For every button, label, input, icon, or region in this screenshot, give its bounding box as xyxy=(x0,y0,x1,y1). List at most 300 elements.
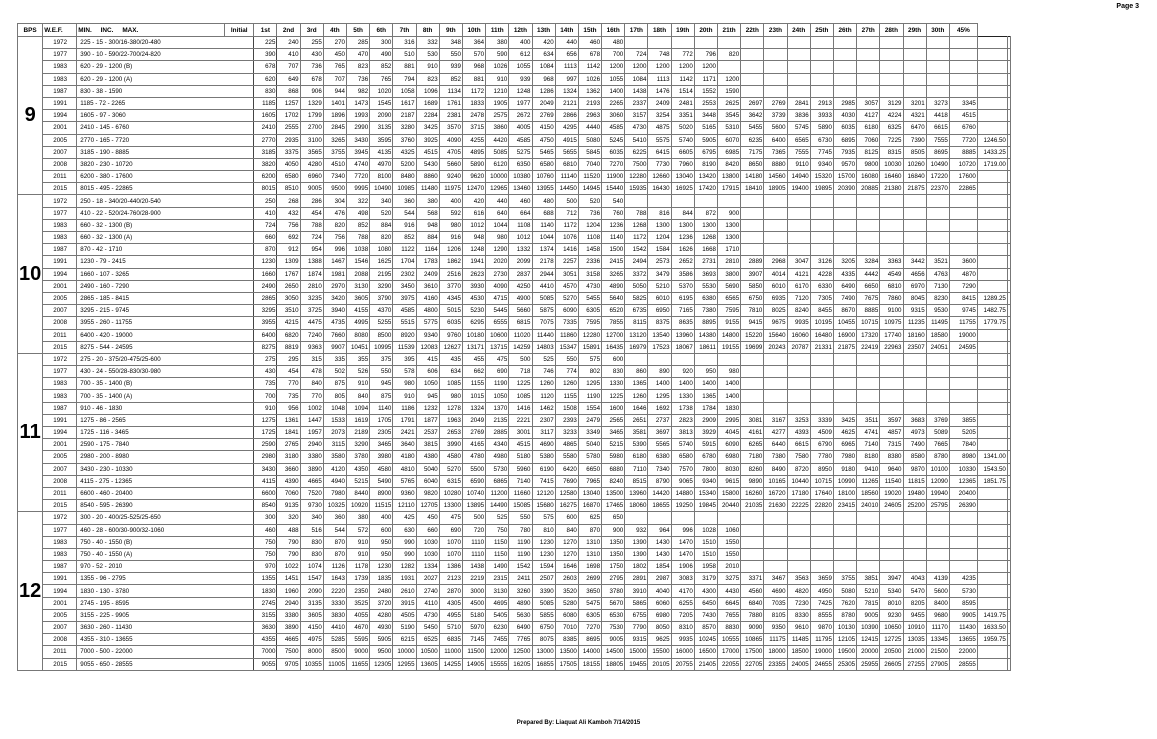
stage-pay: 2623 xyxy=(462,268,485,280)
wef-year: 2015 xyxy=(43,500,77,512)
table-row xyxy=(18,573,1011,585)
stage-pay: 20390 xyxy=(833,183,856,195)
stage-pay: 1401 xyxy=(323,97,346,109)
scale-range: 3185 - 190 - 8885 xyxy=(77,146,254,158)
wef-year: 1972 xyxy=(43,353,77,365)
stage-pay: 3448 xyxy=(694,110,717,122)
stage-pay: 510 xyxy=(393,49,416,61)
stage-pay xyxy=(1007,146,1010,158)
stage-pay: 3813 xyxy=(671,427,694,439)
stage-pay: 7555 xyxy=(926,134,949,146)
percent-45 xyxy=(977,280,1007,292)
stage-pay: 7175 xyxy=(741,146,764,158)
stage-pay: 380 xyxy=(416,195,439,207)
stage-pay: 5515 xyxy=(393,317,416,329)
stage-pay: 2350 xyxy=(347,585,370,597)
stage-pay: 1400 xyxy=(648,378,671,390)
stage-pay xyxy=(1007,390,1010,402)
wef-year: 2007 xyxy=(43,146,77,158)
bps-grade: 12 xyxy=(18,512,43,670)
stage-pay: 5470 xyxy=(903,585,926,597)
stage-pay xyxy=(903,561,926,573)
stage-pay: 996 xyxy=(671,524,694,536)
stage-pay xyxy=(810,244,833,256)
stage-pay: 9800 xyxy=(857,158,880,170)
stage-pay xyxy=(625,512,648,524)
stage-pay: 7675 xyxy=(857,292,880,304)
stage-pay: 2565 xyxy=(602,414,625,426)
percent-45: 1341.00 xyxy=(977,451,1007,463)
stage-pay: 14880 xyxy=(671,487,694,499)
stage-pay xyxy=(903,73,926,85)
stage-pay: 7315 xyxy=(880,439,903,451)
stage-pay xyxy=(833,353,856,365)
stage-pay: 990 xyxy=(393,536,416,548)
stage-pay: 24655 xyxy=(810,658,833,670)
stage-pay: 884 xyxy=(416,232,439,244)
stage-pay: 2913 xyxy=(810,97,833,109)
stage-pay: 4055 xyxy=(347,609,370,621)
stage-pay: 12000 xyxy=(486,646,509,658)
stage-pay: 910 xyxy=(347,378,370,390)
initial-pay: 300 xyxy=(254,512,277,524)
stage-pay: 7620 xyxy=(833,597,856,609)
stage-pay: 400 xyxy=(439,195,462,207)
scale-range: 8015 - 495 - 22865 xyxy=(77,183,254,195)
stage-pay: 4763 xyxy=(926,268,949,280)
stage-pay xyxy=(903,536,926,548)
stage-pay: 22820 xyxy=(810,500,833,512)
stage-pay: 8330 xyxy=(787,609,810,621)
stage-pay: 690 xyxy=(486,366,509,378)
table-row xyxy=(18,646,1011,658)
scale-range: 390 - 10 - 590/22-700/24-820 xyxy=(77,49,254,61)
stage-pay xyxy=(833,219,856,231)
stage-pay xyxy=(764,37,787,49)
stage-pay: 5230 xyxy=(462,305,485,317)
col-header-stage: 9th xyxy=(439,24,462,37)
wef-year: 2005 xyxy=(43,134,77,146)
stage-pay: 3050 xyxy=(277,292,300,304)
stage-pay: 3179 xyxy=(694,573,717,585)
wef-year: 1983 xyxy=(43,219,77,231)
stage-pay: 13000 xyxy=(532,646,555,658)
stage-pay: 6255 xyxy=(671,597,694,609)
percent-45 xyxy=(977,122,1007,134)
stage-pay: 10990 xyxy=(833,475,856,487)
scale-range: 4355 - 310 - 13655 xyxy=(77,634,254,646)
stage-pay xyxy=(903,207,926,219)
table-row xyxy=(18,122,1011,134)
stage-pay: 7010 xyxy=(555,622,578,634)
stage-pay xyxy=(1007,414,1010,426)
stage-pay: 17640 xyxy=(810,487,833,499)
stage-pay: 3565 xyxy=(300,146,323,158)
stage-pay: 2027 xyxy=(416,573,439,585)
stage-pay: 1026 xyxy=(578,73,601,85)
stage-pay xyxy=(857,219,880,231)
stage-pay: 3273 xyxy=(926,97,949,109)
percent-45 xyxy=(977,512,1007,524)
stage-pay: 6865 xyxy=(486,475,509,487)
wef-year: 2015 xyxy=(43,341,77,353)
stage-pay: 692 xyxy=(277,232,300,244)
stage-pay: 3280 xyxy=(393,122,416,134)
wef-year: 1987 xyxy=(43,85,77,97)
stage-pay: 9363 xyxy=(300,341,323,353)
stage-pay xyxy=(741,378,764,390)
stage-pay: 570 xyxy=(462,49,485,61)
stage-pay xyxy=(694,512,717,524)
stage-pay: 4625 xyxy=(833,427,856,439)
stage-pay: 5245 xyxy=(602,134,625,146)
stage-pay: 380 xyxy=(347,512,370,524)
stage-pay: 4955 xyxy=(439,609,462,621)
stage-pay: 3815 xyxy=(416,439,439,451)
stage-pay: 6615 xyxy=(787,439,810,451)
percent-45 xyxy=(977,256,1007,268)
stage-pay xyxy=(926,353,949,365)
stage-pay: 12700 xyxy=(602,329,625,341)
wef-year: 2008 xyxy=(43,475,77,487)
stage-pay: 1750 xyxy=(602,561,625,573)
stage-pay: 4915 xyxy=(555,134,578,146)
stage-pay: 10715 xyxy=(857,317,880,329)
stage-pay: 550 xyxy=(509,512,532,524)
stage-pay: 1702 xyxy=(277,110,300,122)
stage-pay: 20787 xyxy=(787,341,810,353)
stage-pay: 1172 xyxy=(555,219,578,231)
stage-pay: 4515 xyxy=(949,110,977,122)
stage-pay: 736 xyxy=(347,73,370,85)
stage-pay: 578 xyxy=(393,366,416,378)
stage-pay xyxy=(648,512,671,524)
stage-pay: 4875 xyxy=(648,122,671,134)
stage-pay: 21380 xyxy=(880,183,903,195)
stage-pay: 475 xyxy=(486,353,509,365)
scale-range: 6600 - 460 - 20400 xyxy=(77,487,254,499)
stage-pay: 2073 xyxy=(323,427,346,439)
stage-pay: 16080 xyxy=(857,171,880,183)
stage-pay: 1058 xyxy=(393,85,416,97)
stage-pay: 10720 xyxy=(949,158,977,170)
stage-pay: 1030 xyxy=(416,536,439,548)
stage-pay: 1230 xyxy=(370,561,393,573)
stage-pay: 13040 xyxy=(671,171,694,183)
col-header-stage: 15th xyxy=(578,24,601,37)
stage-pay: 22000 xyxy=(949,646,977,658)
stage-pay: 15640 xyxy=(764,329,787,341)
stage-pay: 2049 xyxy=(532,97,555,109)
stage-pay xyxy=(949,219,977,231)
stage-pay xyxy=(833,536,856,548)
stage-pay: 14420 xyxy=(648,487,671,499)
stage-pay: 884 xyxy=(370,219,393,231)
stage-pay: 756 xyxy=(323,232,346,244)
percent-45 xyxy=(977,487,1007,499)
stage-pay xyxy=(764,85,787,97)
col-header-min: MIN. xyxy=(78,26,92,34)
stage-pay: 2909 xyxy=(694,414,717,426)
stage-pay: 6010 xyxy=(764,280,787,292)
stage-pay: 450 xyxy=(416,512,439,524)
stage-pay: 10245 xyxy=(694,634,717,646)
bps-grade: 10 xyxy=(18,195,43,353)
stage-pay: 6750 xyxy=(532,622,555,634)
wef-year: 1994 xyxy=(43,427,77,439)
stage-pay: 20885 xyxy=(857,183,880,195)
scale-range: 660 - 32 - 1300 (A) xyxy=(77,232,254,244)
stage-pay xyxy=(810,561,833,573)
stage-pay: 10030 xyxy=(880,158,903,170)
table-row xyxy=(18,171,1011,183)
stage-pay: 500 xyxy=(509,353,532,365)
col-header-stage: 24th xyxy=(787,24,810,37)
stage-pay: 13960 xyxy=(625,487,648,499)
stage-pay xyxy=(1007,122,1010,134)
stage-pay: 1200 xyxy=(602,61,625,73)
stage-pay xyxy=(857,244,880,256)
stage-pay: 13605 xyxy=(416,658,439,670)
stage-pay xyxy=(1007,195,1010,207)
stage-pay: 525 xyxy=(486,512,509,524)
stage-pay: 4180 xyxy=(393,451,416,463)
stage-pay: 7595 xyxy=(578,317,601,329)
stage-pay xyxy=(1007,85,1010,97)
stage-pay: 1309 xyxy=(277,256,300,268)
stage-pay xyxy=(1007,634,1010,646)
stage-pay: 10380 xyxy=(509,171,532,183)
table-row xyxy=(18,73,1011,85)
bps-grade: 11 xyxy=(18,353,43,511)
stage-pay: 2866 xyxy=(555,110,578,122)
stage-pay: 410 xyxy=(277,49,300,61)
stage-pay: 3851 xyxy=(857,573,880,585)
stage-pay: 16435 xyxy=(602,341,625,353)
stage-pay: 6035 xyxy=(602,146,625,158)
stage-pay xyxy=(880,402,903,414)
stage-pay: 10600 xyxy=(486,329,509,341)
stage-pay: 3940 xyxy=(323,305,346,317)
stage-pay: 3780 xyxy=(347,451,370,463)
percent-45: 1246.50 xyxy=(977,134,1007,146)
stage-pay: 8515 xyxy=(625,475,648,487)
initial-pay: 724 xyxy=(254,219,277,231)
stage-pay: 5630 xyxy=(509,609,532,621)
stage-pay: 678 xyxy=(300,73,323,85)
stage-pay: 3330 xyxy=(323,597,346,609)
stage-pay: 3465 xyxy=(602,427,625,439)
stage-pay: 1462 xyxy=(532,402,555,414)
stage-pay: 20243 xyxy=(764,341,787,353)
stage-pay: 678 xyxy=(578,49,601,61)
stage-pay: 10451 xyxy=(347,341,370,353)
stage-pay: 4120 xyxy=(323,463,346,475)
stage-pay: 3925 xyxy=(416,134,439,146)
stage-pay: 3769 xyxy=(926,414,949,426)
stage-pay: 4121 xyxy=(787,268,810,280)
stage-pay: 4161 xyxy=(741,427,764,439)
stage-pay xyxy=(787,61,810,73)
stage-pay: 476 xyxy=(323,207,346,219)
stage-pay: 4800 xyxy=(416,305,439,317)
stage-pay xyxy=(880,524,903,536)
stage-pay: 820 xyxy=(718,49,741,61)
stage-pay: 6230 xyxy=(486,622,509,634)
stage-pay xyxy=(926,37,949,49)
stage-pay: 1370 xyxy=(486,402,509,414)
col-header-stage: 2nd xyxy=(277,24,300,37)
stage-pay xyxy=(810,37,833,49)
stage-pay: 1108 xyxy=(509,219,532,231)
stage-pay xyxy=(903,378,926,390)
stage-pay xyxy=(810,353,833,365)
col-header-stage: 25th xyxy=(810,24,833,37)
stage-pay: 1260 xyxy=(625,390,648,402)
stage-pay: 11020 xyxy=(509,329,532,341)
wef-year: 2015 xyxy=(43,658,77,670)
stage-pay xyxy=(949,37,977,49)
stage-pay: 4940 xyxy=(323,475,346,487)
stage-pay: 3860 xyxy=(486,122,509,134)
stage-pay: 9410 xyxy=(857,463,880,475)
stage-pay xyxy=(741,219,764,231)
stage-pay: 3720 xyxy=(370,597,393,609)
stage-pay: 1230 xyxy=(532,536,555,548)
stage-pay xyxy=(857,402,880,414)
stage-pay: 11500 xyxy=(462,646,485,658)
table-row xyxy=(18,110,1011,122)
stage-pay: 11140 xyxy=(555,171,578,183)
stage-pay: 3697 xyxy=(648,427,671,439)
stage-pay: 1155 xyxy=(555,390,578,402)
stage-pay: 3465 xyxy=(370,439,393,451)
scale-range: 1230 - 79 - 2415 xyxy=(77,256,254,268)
stage-pay xyxy=(857,561,880,573)
stage-pay: 20500 xyxy=(880,646,903,658)
stage-pay: 544 xyxy=(393,207,416,219)
table-row xyxy=(18,244,1011,256)
stage-pay: 9180 xyxy=(833,463,856,475)
stage-pay: 3051 xyxy=(555,268,578,280)
stage-pay: 8230 xyxy=(926,292,949,304)
stage-pay: 1094 xyxy=(347,402,370,414)
stage-pay: 16260 xyxy=(741,487,764,499)
stage-pay: 724 xyxy=(625,49,648,61)
stage-pay: 5445 xyxy=(486,305,509,317)
stage-pay xyxy=(810,49,833,61)
stage-pay: 11655 xyxy=(347,658,370,670)
stage-pay: 10165 xyxy=(764,475,787,487)
stage-pay xyxy=(741,536,764,548)
stage-pay: 6790 xyxy=(810,439,833,451)
stage-pay: 8010 xyxy=(880,597,903,609)
stage-pay: 12105 xyxy=(833,634,856,646)
stage-pay: 516 xyxy=(300,524,323,536)
stage-pay: 945 xyxy=(370,378,393,390)
stage-pay: 5530 xyxy=(694,280,717,292)
stage-pay: 2769 xyxy=(462,427,485,439)
stage-pay: 1310 xyxy=(578,536,601,548)
stage-pay: 1698 xyxy=(578,561,601,573)
stage-pay: 1172 xyxy=(625,232,648,244)
stage-pay xyxy=(833,207,856,219)
wef-year: 2015 xyxy=(43,183,77,195)
stage-pay: 7490 xyxy=(903,439,926,451)
stage-pay: 17505 xyxy=(555,658,578,670)
stage-pay xyxy=(764,353,787,365)
stage-pay: 2478 xyxy=(462,110,485,122)
stage-pay: 455 xyxy=(462,353,485,365)
stage-pay: 11860 xyxy=(555,329,578,341)
stage-pay: 6315 xyxy=(439,475,462,487)
stage-pay: 8180 xyxy=(857,451,880,463)
stage-pay: 1877 xyxy=(416,414,439,426)
stage-pay: 8580 xyxy=(903,451,926,463)
wef-year: 2011 xyxy=(43,646,77,658)
stage-pay: 7720 xyxy=(347,171,370,183)
stage-pay: 18560 xyxy=(857,487,880,499)
stage-pay: 4865 xyxy=(555,439,578,451)
stage-pay: 19000 xyxy=(810,646,833,658)
initial-pay: 1605 xyxy=(254,110,277,122)
table-row xyxy=(18,207,1011,219)
stage-pay: 6810 xyxy=(880,280,903,292)
stage-pay: 15347 xyxy=(555,341,578,353)
stage-pay: 3780 xyxy=(602,585,625,597)
stage-pay: 13895 xyxy=(462,500,485,512)
stage-pay xyxy=(787,244,810,256)
stage-pay: 15340 xyxy=(694,487,717,499)
percent-45 xyxy=(977,207,1007,219)
stage-pay: 606 xyxy=(416,366,439,378)
stage-pay: 8635 xyxy=(671,317,694,329)
table-row xyxy=(18,487,1011,499)
stage-pay: 6815 xyxy=(509,317,532,329)
stage-pay xyxy=(880,536,903,548)
stage-pay: 23415 xyxy=(833,500,856,512)
stage-pay: 870 xyxy=(578,524,601,536)
stage-pay: 14905 xyxy=(462,658,485,670)
stage-pay xyxy=(810,219,833,231)
scale-range: 3820 - 230 - 10720 xyxy=(77,158,254,170)
scale-range: 700 - 35 - 1400 (A) xyxy=(77,390,254,402)
stage-pay xyxy=(1007,341,1010,353)
stage-pay: 5015 xyxy=(439,305,462,317)
stage-pay: 255 xyxy=(300,37,323,49)
stage-pay: 23507 xyxy=(903,341,926,353)
stage-pay: 7800 xyxy=(694,463,717,475)
stage-pay: 982 xyxy=(347,85,370,97)
stage-pay xyxy=(1007,609,1010,621)
col-header-stage: 11th xyxy=(486,24,509,37)
stage-pay: 12705 xyxy=(416,500,439,512)
stage-pay: 360 xyxy=(323,512,346,524)
stage-pay: 348 xyxy=(439,37,462,49)
stage-pay: 7660 xyxy=(323,329,346,341)
stage-pay: 770 xyxy=(300,390,323,402)
stage-pay xyxy=(764,378,787,390)
stage-pay: 5740 xyxy=(671,134,694,146)
stage-pay xyxy=(718,61,741,73)
wef-year: 1983 xyxy=(43,61,77,73)
stage-pay: 1085 xyxy=(509,390,532,402)
stage-pay: 13300 xyxy=(439,500,462,512)
stage-pay: 550 xyxy=(370,366,393,378)
stage-pay: 4420 xyxy=(486,134,509,146)
initial-pay: 6400 xyxy=(254,329,277,341)
stage-pay: 3890 xyxy=(300,463,323,475)
